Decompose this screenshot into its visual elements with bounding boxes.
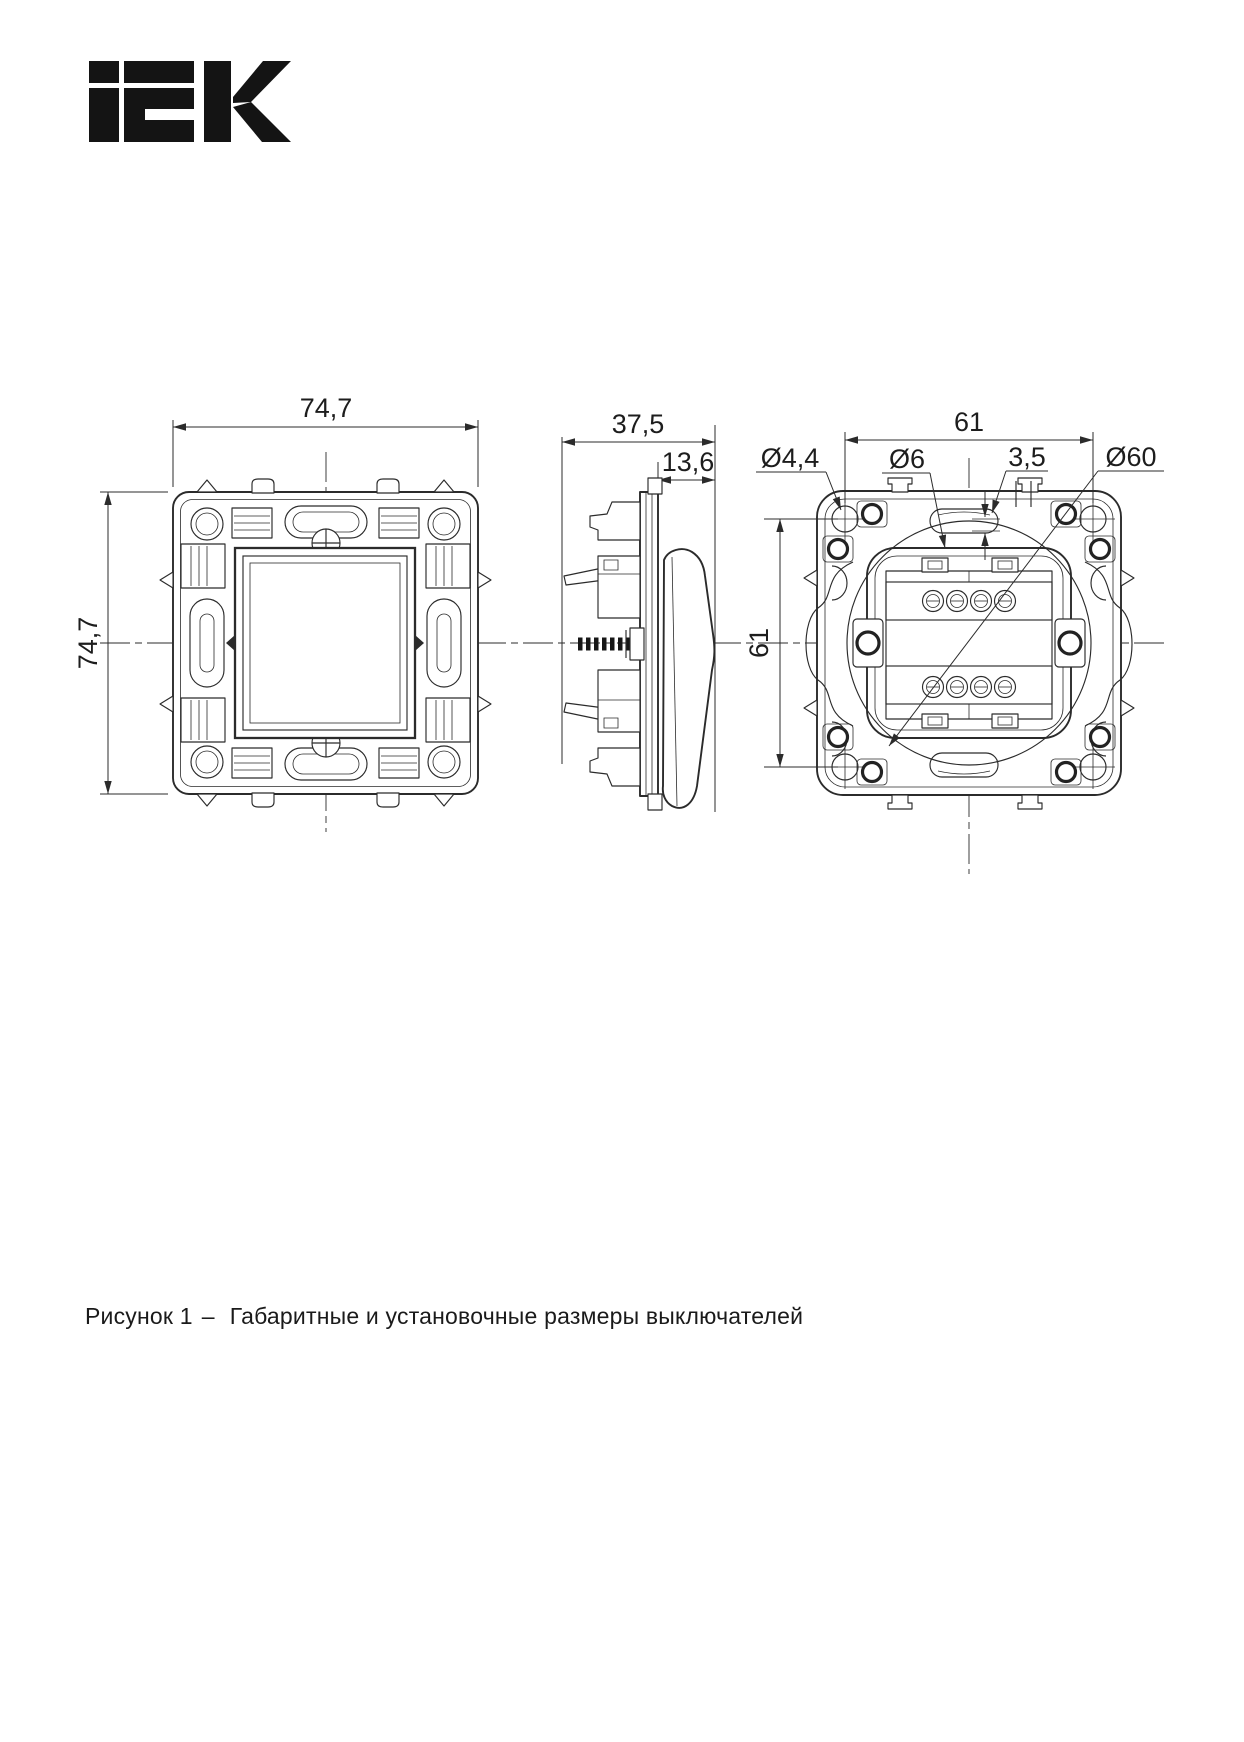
front-central-opening: [226, 548, 424, 738]
dim-claw-hole: Ø6: [888, 444, 926, 474]
dim-rear-width: 61: [953, 407, 985, 437]
dim-front-height: 74,7: [73, 616, 103, 670]
dim-front-width: 74,7: [299, 393, 353, 423]
figure-separator: –: [201, 1303, 215, 1329]
switch-mechanism: [853, 548, 1085, 738]
side-view: [562, 409, 715, 812]
figure-title: Габаритные и установочные размеры выключателей: [229, 1303, 804, 1329]
figure-caption: [85, 1303, 803, 1330]
front-view: [73, 393, 491, 832]
side-claw-assembly: [564, 502, 644, 786]
dim-offset: 3,5: [1008, 442, 1046, 472]
rear-view: [744, 407, 1164, 874]
dim-rear-height: 61: [744, 627, 774, 659]
dim-box-diameter: Ø60: [1105, 442, 1157, 472]
dim-screw-hole: Ø4,4: [760, 443, 820, 473]
dim-side-rocker: 13,6: [661, 447, 715, 477]
dim-side-depth: 37,5: [611, 409, 665, 439]
figure-label: Рисунок 1: [85, 1303, 193, 1329]
rocker-profile: [663, 549, 715, 808]
